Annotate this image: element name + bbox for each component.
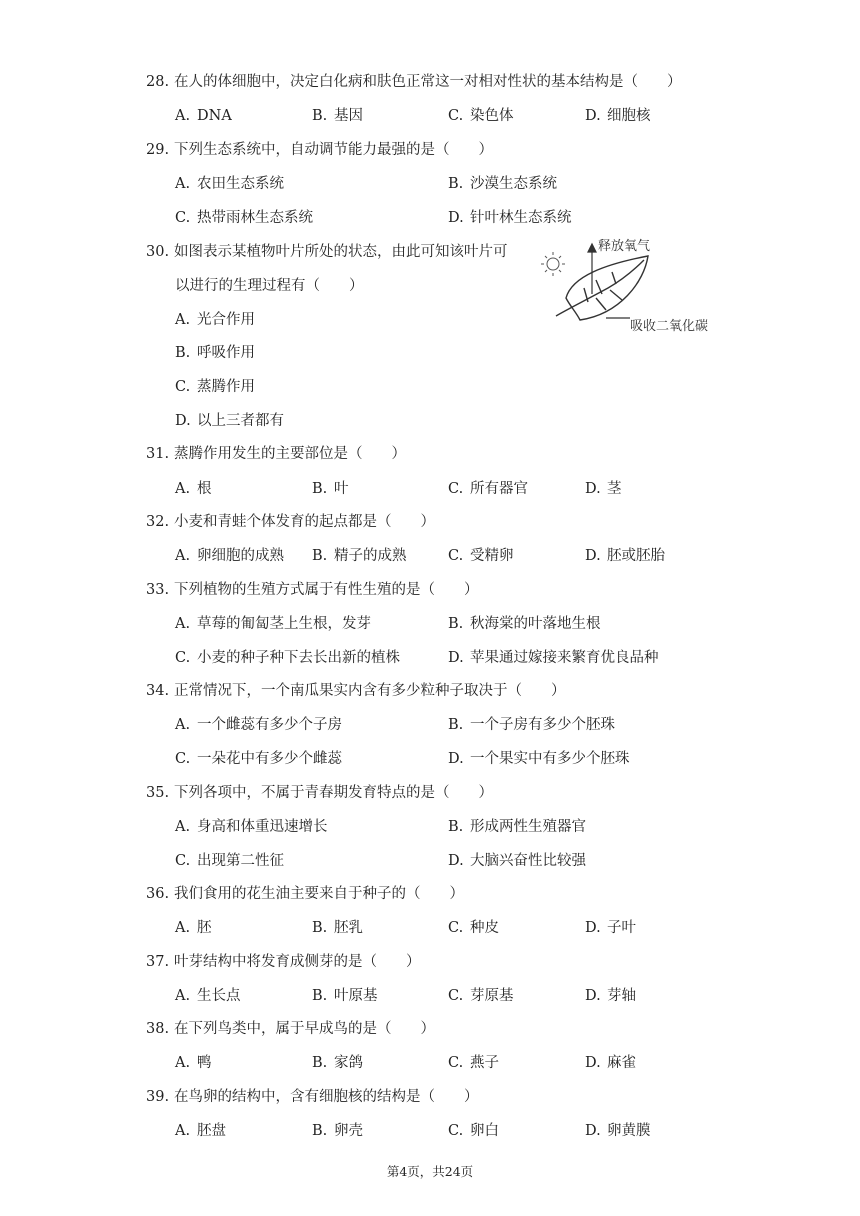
option-a[interactable]: A. 一个雌蕊有多少个子房 [175, 717, 342, 733]
option-b[interactable]: B. 基因 [312, 108, 363, 124]
question-number: 34. [146, 683, 170, 699]
question-number: 31. [146, 446, 170, 462]
option-b[interactable]: B. 家鸽 [312, 1055, 363, 1071]
question-number: 33. [146, 582, 170, 598]
option-d[interactable]: D. 茎 [585, 481, 622, 497]
question-stem: 在人的体细胞中，决定白化病和肤色正常这一对相对性状的基本结构是（ ） [174, 74, 682, 90]
option-b[interactable]: B. 形成两性生殖器官 [448, 819, 586, 835]
option-d[interactable]: D. 卵黄膜 [585, 1123, 651, 1139]
arrow-icon [588, 244, 630, 318]
option-c[interactable]: C. 一朵花中有多少个雌蕊 [175, 751, 342, 767]
question-number: 32. [146, 514, 170, 530]
option-c[interactable]: C. 卵白 [448, 1123, 499, 1139]
option-c[interactable]: C. 燕子 [448, 1055, 499, 1071]
option-a[interactable]: A. 根 [175, 481, 212, 497]
option-c[interactable]: C. 染色体 [448, 108, 514, 124]
option-b[interactable]: B. 呼吸作用 [175, 345, 255, 361]
question-stem-continued: 以进行的生理过程有（ ） [175, 278, 364, 294]
option-d[interactable]: D. 子叶 [585, 920, 636, 936]
release-oxygen-label: 释放氧气 [598, 239, 651, 254]
option-a[interactable]: A. 草莓的匍匐茎上生根，发芽 [175, 616, 371, 632]
option-a[interactable]: A. DNA [175, 108, 232, 124]
option-c[interactable]: C. 蒸腾作用 [175, 379, 255, 395]
question-28 [146, 72, 682, 92]
option-b[interactable]: B. 卵壳 [312, 1123, 363, 1139]
question-30 [146, 242, 508, 262]
option-d[interactable]: D. 大脑兴奋性比较强 [448, 853, 586, 869]
option-d[interactable]: D. 以上三者都有 [175, 413, 284, 429]
option-c[interactable]: C. 种皮 [448, 920, 499, 936]
option-a[interactable]: A. 鸭 [175, 1055, 212, 1071]
option-c[interactable]: C. 受精卵 [448, 548, 514, 564]
option-a[interactable]: A. 光合作用 [175, 312, 255, 328]
question-31 [146, 444, 406, 464]
option-a[interactable]: A. 身高和体重迅速增长 [175, 819, 328, 835]
question-34 [146, 681, 566, 701]
option-a[interactable]: A. 卵细胞的成熟 [175, 548, 284, 564]
question-stem: 下列植物的生殖方式属于有性生殖的是（ ） [174, 582, 479, 598]
option-b[interactable]: B. 一个子房有多少个胚珠 [448, 717, 615, 733]
question-stem: 叶芽结构中将发育成侧芽的是（ ） [174, 954, 421, 970]
leaf-icon [556, 256, 648, 320]
question-number: 29. [146, 142, 170, 158]
option-c[interactable]: C. 热带雨林生态系统 [175, 210, 313, 226]
question-32 [146, 512, 435, 532]
option-a[interactable]: A. 农田生态系统 [175, 176, 284, 192]
question-stem: 如图表示某植物叶片所处的状态，由此可知该叶片可 [174, 244, 508, 260]
option-d[interactable]: D. 一个果实中有多少个胚珠 [448, 751, 630, 767]
leaf-figure [536, 236, 716, 336]
question-39 [146, 1087, 479, 1107]
page-footer: 第4页，共24页 [386, 1164, 474, 1179]
question-stem: 蒸腾作用发生的主要部位是（ ） [174, 446, 406, 462]
question-29 [146, 140, 493, 160]
absorb-co2-label: 吸收二氧化碳 [630, 319, 709, 334]
option-c[interactable]: C. 出现第二性征 [175, 853, 284, 869]
sun-icon [541, 252, 565, 276]
option-b[interactable]: B. 精子的成熟 [312, 548, 407, 564]
question-number: 39. [146, 1089, 170, 1105]
question-number: 38. [146, 1021, 170, 1037]
option-a[interactable]: A. 胚 [175, 920, 212, 936]
question-37 [146, 952, 421, 972]
question-stem: 在鸟卵的结构中，含有细胞核的结构是（ ） [174, 1089, 479, 1105]
question-stem: 下列生态系统中，自动调节能力最强的是（ ） [174, 142, 493, 158]
option-b[interactable]: B. 沙漠生态系统 [448, 176, 557, 192]
option-d[interactable]: D. 胚或胚胎 [585, 548, 665, 564]
option-d[interactable]: D. 苹果通过嫁接来繁育优良品种 [448, 650, 659, 666]
question-33 [146, 580, 479, 600]
question-number: 35. [146, 785, 170, 801]
option-b[interactable]: B. 叶原基 [312, 988, 378, 1004]
option-d[interactable]: D. 针叶林生态系统 [448, 210, 572, 226]
option-b[interactable]: B. 秋海棠的叶落地生根 [448, 616, 601, 632]
question-stem: 小麦和青蛙个体发育的起点都是（ ） [174, 514, 435, 530]
option-d[interactable]: D. 麻雀 [585, 1055, 636, 1071]
question-stem: 在下列鸟类中，属于早成鸟的是（ ） [174, 1021, 435, 1037]
option-d[interactable]: D. 芽轴 [585, 988, 636, 1004]
question-number: 37. [146, 954, 170, 970]
question-stem: 我们食用的花生油主要来自于种子的（ ） [174, 886, 464, 902]
question-38 [146, 1019, 435, 1039]
question-stem: 正常情况下，一个南瓜果实内含有多少粒种子取决于（ ） [174, 683, 566, 699]
option-b[interactable]: B. 胚乳 [312, 920, 363, 936]
option-c[interactable]: C. 小麦的种子种下去长出新的植株 [175, 650, 400, 666]
option-a[interactable]: A. 生长点 [175, 988, 241, 1004]
question-36 [146, 884, 464, 904]
option-c[interactable]: C. 所有器官 [448, 481, 528, 497]
question-stem: 下列各项中，不属于青春期发育特点的是（ ） [174, 785, 493, 801]
question-35 [146, 783, 493, 803]
question-number: 28. [146, 74, 170, 90]
option-b[interactable]: B. 叶 [312, 481, 349, 497]
option-c[interactable]: C. 芽原基 [448, 988, 514, 1004]
option-a[interactable]: A. 胚盘 [175, 1123, 226, 1139]
question-number: 36. [146, 886, 170, 902]
option-d[interactable]: D. 细胞核 [585, 108, 651, 124]
question-number: 30. [146, 244, 170, 260]
